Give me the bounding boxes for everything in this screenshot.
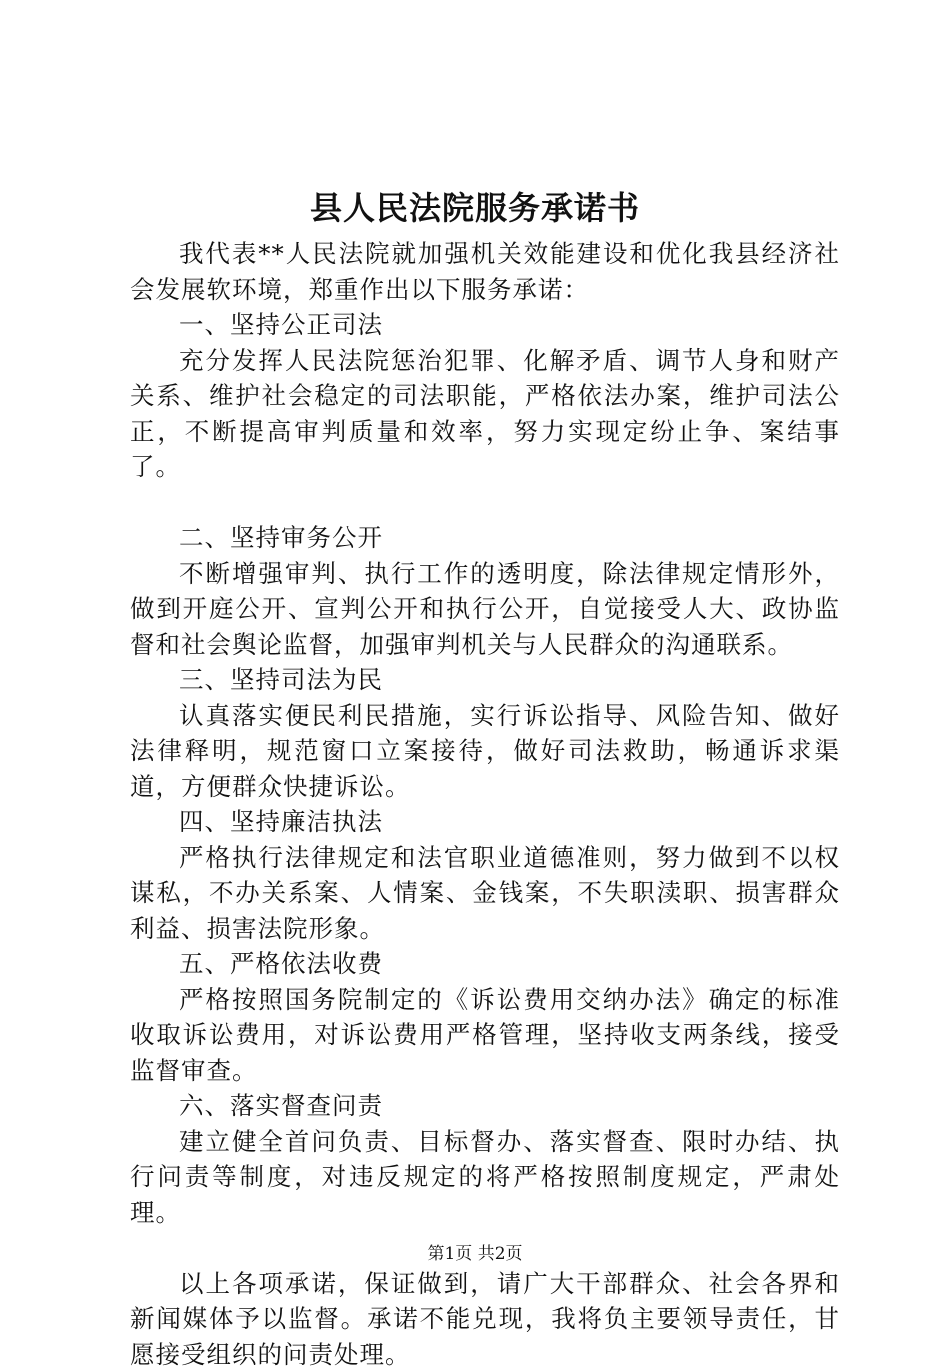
paragraph-gap [130,485,840,521]
section-text-6: 建立健全首问负责、目标督办、落实督查、限时办结、执行问责等制度，对违反规定的将严格按照制度规定，严肃处理。 [130,1124,840,1231]
section-text-4: 严格执行法律规定和法官职业道德准则，努力做到不以权谋私，不办关系案、人情案、金钱案，不失职渎职、损害群众利益、损害法院形象。 [130,840,840,947]
document-body [130,236,840,1372]
section-heading-1: 一、坚持公正司法 [130,307,840,343]
section-heading-5: 五、严格依法收费 [130,946,840,982]
document-title: 县人民法院服务承诺书 [0,186,950,230]
section-heading-2: 二、坚持审务公开 [130,520,840,556]
section-heading-4: 四、坚持廉洁执法 [130,804,840,840]
closing-paragraph: 以上各项承诺，保证做到，请广大干部群众、社会各界和新闻媒体予以监督。承诺不能兑现，我将负主要领导责任，甘愿接受组织的问责处理。 [130,1266,840,1372]
section-text-2: 不断增强审判、执行工作的透明度，除法律规定情形外，做到开庭公开、宣判公开和执行公开，自觉接受人大、政协监督和社会舆论监督，加强审判机关与人民群众的沟通联系。 [130,556,840,663]
page-footer: 第1页 共2页 [0,1242,950,1266]
intro-paragraph: 我代表**人民法院就加强机关效能建设和优化我县经济社会发展软环境，郑重作出以下服务承诺： [130,236,840,307]
section-text-1: 充分发挥人民法院惩治犯罪、化解矛盾、调节人身和财产关系、维护社会稳定的司法职能，严格依法办案，维护司法公正，不断提高审判质量和效率，努力实现定纷止争、案结事了。 [130,343,840,485]
section-text-3: 认真落实便民利民措施，实行诉讼指导、风险告知、做好法律释明，规范窗口立案接待，做好司法救助，畅通诉求渠道，方便群众快捷诉讼。 [130,698,840,805]
section-text-5: 严格按照国务院制定的《诉讼费用交纳办法》确定的标准收取诉讼费用，对诉讼费用严格管理，坚持收支两条线，接受监督审查。 [130,982,840,1089]
section-heading-3: 三、坚持司法为民 [130,662,840,698]
section-heading-6: 六、落实督查问责 [130,1088,840,1124]
